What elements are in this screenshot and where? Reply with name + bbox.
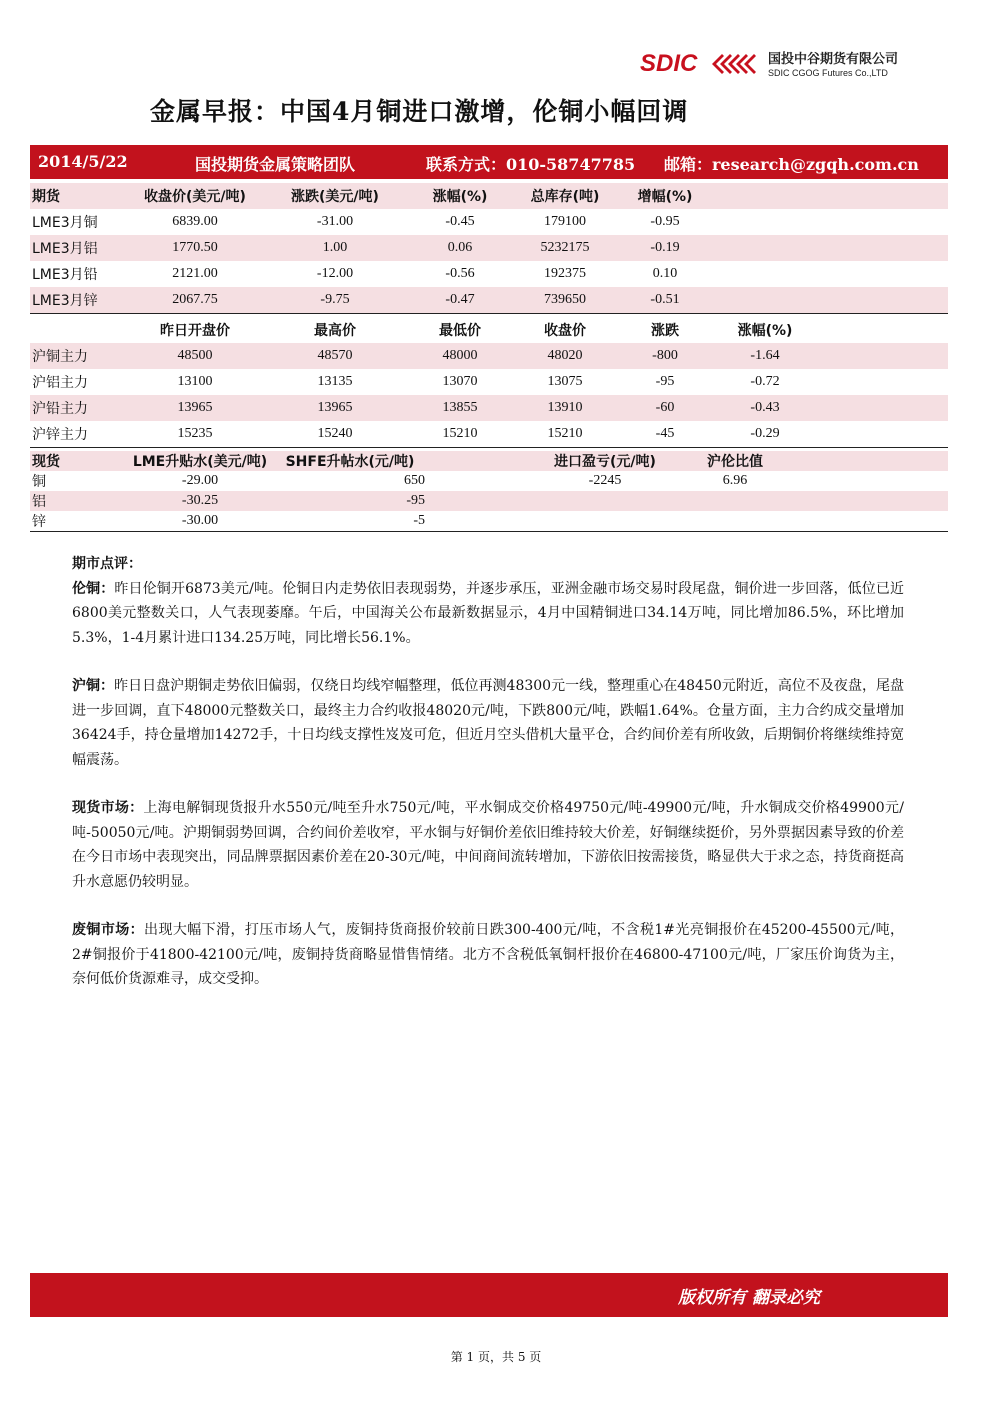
table-cell [685, 511, 785, 532]
paragraph-label: 废铜市场： [72, 922, 145, 938]
company-logo [640, 44, 910, 84]
paragraph-text: 上海电解铜现货报升水550元/吨至升水750元/吨，平水铜成交价格49750元/吨-49900元/吨，升水铜成交价格49900元/吨-50050元/吨。沪期铜弱势回调，合约间价差收窄，平水铜与好铜价差依旧维持较大价差，好铜继续挺价，另外票据因素导致的价差在今日市场中表现突出，同品牌票据因素价差在20-30元/吨，中间商间流转增加，下游依旧按需接货，略显供大于求之态，持货商挺高升水意愿仍较明显。 [72, 800, 904, 890]
column-header: 收盘价(美元/吨) [130, 183, 260, 209]
table-cell: -29.00 [181, 473, 219, 488]
table-cell: 6.96 [722, 473, 748, 488]
table-cell: 铜 [32, 474, 46, 490]
report-date: 2014/5/22 [38, 152, 128, 171]
commentary-paragraph [72, 796, 904, 894]
table-cell: -30.25 [125, 491, 275, 511]
table-cell: 13965 [130, 395, 260, 421]
table-cell: 15210 [410, 421, 510, 448]
column-header: 昨日开盘价 [160, 323, 230, 339]
column-header: 涨幅(%) [410, 183, 510, 209]
table-cell: 15235 [130, 421, 260, 448]
column-header: 最低价 [439, 323, 481, 339]
table-cell: -0.19 [620, 235, 710, 261]
brand-wordmark: SDIC [640, 50, 698, 77]
table-header-row [30, 183, 948, 209]
table-cell: 沪锌主力 [30, 421, 130, 448]
table-cell: 13075 [547, 374, 583, 389]
table-row [30, 343, 948, 369]
table-cell: -95 [275, 491, 425, 511]
column-header: SHFE升帖水(元/吨) [275, 451, 425, 471]
table-row [30, 511, 948, 532]
table-cell: -2245 [588, 473, 622, 488]
column-header: 增幅(%) [620, 183, 710, 209]
table-cell: 沪铜主力 [30, 343, 130, 369]
column-header: 涨跌(美元/吨) [260, 183, 410, 209]
table-cell: -9.75 [260, 287, 410, 314]
table-cell: 179100 [544, 214, 586, 229]
company-name-cn: 国投中谷期货有限公司 [768, 52, 899, 67]
table-row [30, 209, 948, 235]
table-cell: -800 [620, 343, 710, 369]
table-cell: LME3月铅 [32, 267, 98, 283]
table-cell: 2067.75 [130, 287, 260, 314]
commentary-paragraph [72, 577, 904, 651]
column-header: 现货 [30, 451, 125, 471]
table-cell: -0.51 [620, 287, 710, 314]
table-cell: -0.47 [410, 287, 510, 314]
shfe-table [30, 317, 948, 448]
table-row [30, 421, 948, 448]
page-number: 第 1 页，共 5 页 [450, 1350, 542, 1364]
table-cell: 15210 [510, 421, 620, 448]
table-cell: -1.64 [710, 343, 820, 369]
table-cell: 13135 [317, 374, 353, 389]
company-name-en: SDIC CGOG Futures Co.,LTD [768, 68, 888, 78]
table-row [30, 491, 948, 511]
paragraph-label: 现货市场： [72, 800, 144, 816]
table-cell: 0.06 [410, 235, 510, 261]
column-header: 涨幅(%) [737, 323, 793, 339]
column-header: 沪伦比值 [685, 451, 785, 471]
table-row [30, 369, 948, 395]
commentary-paragraph [72, 918, 904, 992]
table-cell: 锌 [30, 511, 125, 532]
table-cell: LME3月锌 [30, 287, 130, 314]
table-cell: 铝 [30, 491, 125, 511]
table-cell: 沪铝主力 [32, 375, 88, 391]
paragraph-text: 昨日伦铜开6873美元/吨。伦铜日内走势依旧表现弱势，并逐步承压，亚洲金融市场交易时段尾盘，铜价进一步回落，低位已近6800美元整数关口，人气表现萎靡。午后，中国海关公布最新数据显示，4月中国精铜进口34.14万吨，同比增加86.5%，环比增加5.3%，1-4月累计进口134.25万吨，同比增长56.1%。 [72, 580, 905, 646]
table-cell: -0.72 [750, 374, 780, 389]
contact-email: 邮箱：research@zgqh.com.cn [664, 155, 919, 174]
team-name: 国投期货金属策略团队 [195, 155, 356, 174]
table-cell [525, 491, 685, 511]
table-cell: -95 [655, 374, 675, 389]
column-header: 期货 [30, 183, 130, 209]
table-cell: 48570 [260, 343, 410, 369]
table-cell: 1.00 [260, 235, 410, 261]
column-header: 涨跌 [651, 323, 679, 339]
spot-table [30, 451, 948, 532]
paragraph-label: 沪铜： [72, 678, 115, 694]
table-cell: 5232175 [510, 235, 620, 261]
table-row [30, 235, 948, 261]
table-cell: 13910 [510, 395, 620, 421]
table-cell: -0.95 [650, 214, 680, 229]
paragraph-label: 伦铜： [72, 580, 115, 597]
table-cell: -5 [275, 511, 425, 532]
market-commentary [72, 552, 904, 1016]
table-cell: -30.00 [125, 511, 275, 532]
table-cell: -0.56 [445, 266, 475, 281]
commentary-heading: 期市点评： [72, 556, 142, 572]
paragraph-text: 出现大幅下滑，打压市场人气，废铜持货商报价较前日跌300-400元/吨，不含税1#光亮铜报价在45200-45500元/吨，2#铜报价于41800-42100元/吨，废铜持货商略显惜售情绪。北方不含税低氧铜杆报价在46800-47100元/吨，厂家压价询货为主，奈何低价货源难寻，成交受抑。 [72, 922, 905, 987]
table-cell: 15240 [260, 421, 410, 448]
table-cell [525, 511, 685, 532]
sdic-logo-mark-icon [710, 48, 758, 80]
table-cell: -12.00 [316, 266, 354, 281]
table-cell: LME3月铜 [32, 215, 98, 231]
commentary-paragraph [72, 674, 904, 772]
table-row [30, 395, 948, 421]
column-header: LME升贴水(美元/吨) [125, 451, 275, 471]
table-cell: -60 [620, 395, 710, 421]
table-cell: -0.45 [445, 214, 475, 229]
table-row [30, 471, 948, 491]
table-cell: LME3月铝 [30, 235, 130, 261]
table-header-row [30, 451, 948, 471]
column-header: 最高价 [314, 323, 356, 339]
copyright-notice: 版权所有 翻录必究 [678, 1288, 820, 1308]
report-title: 金属早报：中国4月铜进口激增，伦铜小幅回调 [150, 97, 689, 126]
info-bar [30, 145, 948, 179]
paragraph-text: 昨日日盘沪期铜走势依旧偏弱，仅绕日均线窄幅整理，低位再测48300元一线，整理重心在48450元附近，高位不及夜盘，尾盘进一步回调，直下48000元整数关口，最终主力合约收报48020元/吨，下跌800元/吨，跌幅1.64%。仓量方面，主力合约成交量增加36424手，持仓量增加14272手，十日均线支撑性岌岌可危，但近月空头借机大量平仓，合约间价差有所收敛，后期铜价将继续维持宽幅震荡。 [72, 678, 905, 768]
table-cell: 48020 [510, 343, 620, 369]
table-cell: 48000 [410, 343, 510, 369]
table-cell: 13100 [177, 374, 213, 389]
table-cell: 1770.50 [130, 235, 260, 261]
table-cell: 13855 [410, 395, 510, 421]
table-cell: -45 [620, 421, 710, 448]
lme-table [30, 183, 948, 314]
table-row [30, 287, 948, 314]
table-cell: 0.10 [652, 266, 678, 281]
table-cell: 13965 [260, 395, 410, 421]
table-cell: 6839.00 [172, 214, 218, 229]
table-row [30, 261, 948, 287]
table-cell: -0.29 [710, 421, 820, 448]
table-cell: 192375 [544, 266, 586, 281]
table-cell: -31.00 [316, 214, 354, 229]
table-cell [685, 491, 785, 511]
column-header: 收盘价 [544, 323, 586, 339]
table-cell: 48500 [130, 343, 260, 369]
table-cell: 沪铅主力 [30, 395, 130, 421]
table-header-row [30, 317, 948, 343]
table-cell: 739650 [510, 287, 620, 314]
column-header [30, 317, 130, 343]
column-header: 进口盈亏(元/吨) [525, 451, 685, 471]
footer-bar [30, 1273, 948, 1317]
contact-phone: 联系方式：010-58747785 [426, 155, 636, 174]
table-cell: 650 [404, 473, 425, 488]
column-header: 总库存(吨) [510, 183, 620, 209]
table-cell: -0.43 [710, 395, 820, 421]
table-cell: 2121.00 [172, 266, 218, 281]
table-cell: 13070 [442, 374, 478, 389]
